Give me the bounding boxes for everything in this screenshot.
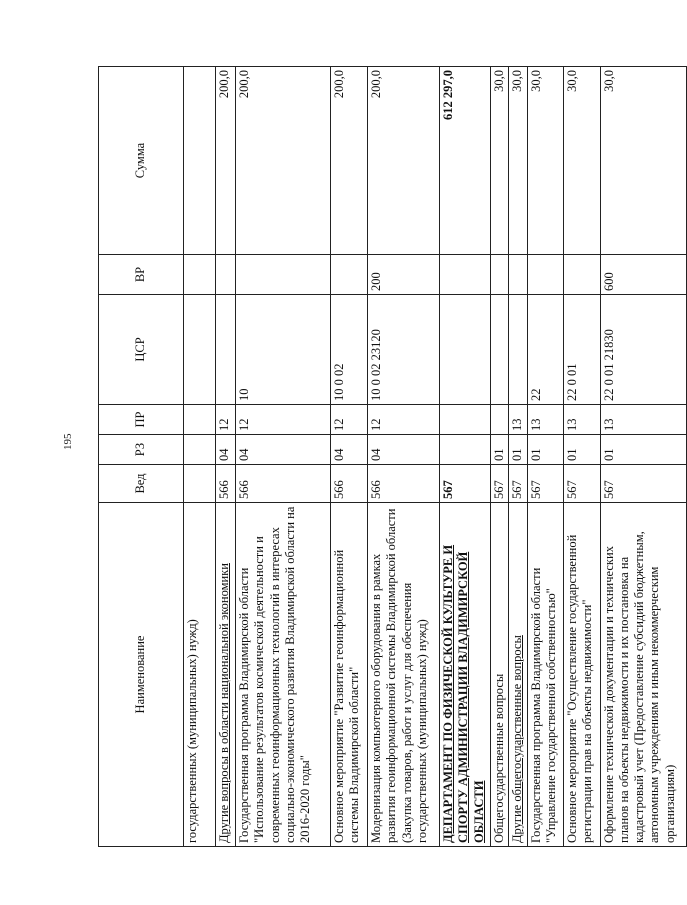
cell-pr: 12: [331, 405, 368, 435]
cell-rz: 01: [563, 435, 600, 465]
cell-vr: [216, 255, 236, 295]
cell-pr: 13: [527, 405, 563, 435]
cell-pr: 13: [509, 405, 527, 435]
cell-name: Государственная программа Владимирской области "Управление государственной собственностью": [527, 503, 563, 847]
cell-csr: [216, 295, 236, 405]
cell-name: Оформление технической документации и технических планов на объекты недвижимости и их постановка на кадастровый учет (Предоставление субсидий бюджетным, автономным учреждениям и иным некоммерческим организациям): [600, 503, 686, 847]
table-row: [236, 67, 331, 847]
cell-pr: 12: [368, 405, 440, 435]
cell-name: Общегосударственные вопросы: [491, 503, 509, 847]
cell-sum: 200,0: [331, 67, 368, 255]
cell-rz: 04: [368, 435, 440, 465]
cell-pr: [491, 405, 509, 435]
cell-sum: [184, 67, 216, 255]
cell-name: Основное мероприятие "Развитие геоинформационной системы Владимирской области": [331, 503, 368, 847]
header-name: Наименование: [99, 503, 184, 847]
cell-ved: 567: [509, 465, 527, 503]
cell-sum: 30,0: [527, 67, 563, 255]
cell-vr: [491, 255, 509, 295]
cell-vr: [236, 255, 331, 295]
cell-name: Другие вопросы в области национальной экономики: [216, 503, 236, 847]
cell-ved: [184, 465, 216, 503]
cell-csr: 22 0 01: [563, 295, 600, 405]
cell-sum: 30,0: [600, 67, 686, 255]
cell-vr: [440, 255, 491, 295]
cell-rz: [440, 435, 491, 465]
cell-rz: 04: [331, 435, 368, 465]
cell-pr: 12: [216, 405, 236, 435]
cell-csr: [491, 295, 509, 405]
cell-pr: [184, 405, 216, 435]
cell-ved: 567: [440, 465, 491, 503]
cell-csr: 10 0 02: [331, 295, 368, 405]
cell-vr: 200: [368, 255, 440, 295]
cell-sum: 200,0: [216, 67, 236, 255]
cell-csr: [184, 295, 216, 405]
cell-pr: 13: [600, 405, 686, 435]
cell-rz: 01: [491, 435, 509, 465]
cell-csr: 10 0 02 23120: [368, 295, 440, 405]
cell-name: Государственная программа Владимирской области "Использование результатов космической деятельности и современных геоинформационных технологий в интересах социально-экономического развития Владимирской области на 2016-2020 годы": [236, 503, 331, 847]
cell-vr: [509, 255, 527, 295]
header-rz: РЗ: [99, 435, 184, 465]
header-pr: ПР: [99, 405, 184, 435]
cell-sum: 612 297,0: [440, 67, 491, 255]
table-row: [600, 67, 686, 847]
cell-pr: 12: [236, 405, 331, 435]
cell-csr: 10: [236, 295, 331, 405]
cell-name: Основное мероприятие "Осуществление государственной регистрации прав на объекты недвижимости": [563, 503, 600, 847]
cell-ved: 566: [368, 465, 440, 503]
cell-ved: 567: [600, 465, 686, 503]
cell-rz: 04: [216, 435, 236, 465]
budget-table: [98, 66, 687, 847]
cell-vr: [527, 255, 563, 295]
table-row: [491, 67, 509, 847]
cell-ved: 567: [527, 465, 563, 503]
cell-sum: 200,0: [236, 67, 331, 255]
cell-rz: 04: [236, 435, 331, 465]
cell-pr: [440, 405, 491, 435]
table-row: [368, 67, 440, 847]
cell-rz: [184, 435, 216, 465]
cell-vr: [331, 255, 368, 295]
cell-vr: [184, 255, 216, 295]
header-vr: ВР: [99, 255, 184, 295]
table-row: [331, 67, 368, 847]
cell-csr: 22 0 01 21830: [600, 295, 686, 405]
cell-name: ДЕПАРТАМЕНТ ПО ФИЗИЧЕСКОЙ КУЛЬТУРЕ И СПОРТУ АДМИНИСТРАЦИИ ВЛАДИМИРСКОЙ ОБЛАСТИ: [440, 503, 491, 847]
cell-ved: 567: [563, 465, 600, 503]
cell-ved: 566: [216, 465, 236, 503]
cell-name: Другие общегосударственные вопросы: [509, 503, 527, 847]
cell-csr: [440, 295, 491, 405]
table-row: [563, 67, 600, 847]
cell-sum: 200,0: [368, 67, 440, 255]
header-csr: ЦСР: [99, 295, 184, 405]
cell-rz: 01: [527, 435, 563, 465]
rotated-page-content: [98, 67, 677, 847]
cell-rz: 01: [600, 435, 686, 465]
cell-sum: 30,0: [491, 67, 509, 255]
cell-sum: 30,0: [563, 67, 600, 255]
cell-sum: 30,0: [509, 67, 527, 255]
table-row: [216, 67, 236, 847]
header-sum: Сумма: [99, 67, 184, 255]
cell-name: государственных (муниципальных) нужд): [184, 503, 216, 847]
table-row: [184, 67, 216, 847]
cell-csr: 22: [527, 295, 563, 405]
table-row: [527, 67, 563, 847]
cell-name: Модернизация компьютерного оборудования в рамках развития геоинформационной системы Владимирской области (Закупка товаров, работ и услуг для обеспечения государственных (муниципальных) нужд): [368, 503, 440, 847]
cell-ved: 566: [236, 465, 331, 503]
cell-vr: 600: [600, 255, 686, 295]
table-row: [509, 67, 527, 847]
cell-pr: 13: [563, 405, 600, 435]
cell-rz: 01: [509, 435, 527, 465]
table-row: [440, 67, 491, 847]
header-row: [99, 67, 184, 847]
header-ved: Вед: [99, 465, 184, 503]
cell-vr: [563, 255, 600, 295]
cell-csr: [509, 295, 527, 405]
cell-ved: 566: [331, 465, 368, 503]
page-number: 195: [62, 433, 74, 450]
cell-ved: 567: [491, 465, 509, 503]
